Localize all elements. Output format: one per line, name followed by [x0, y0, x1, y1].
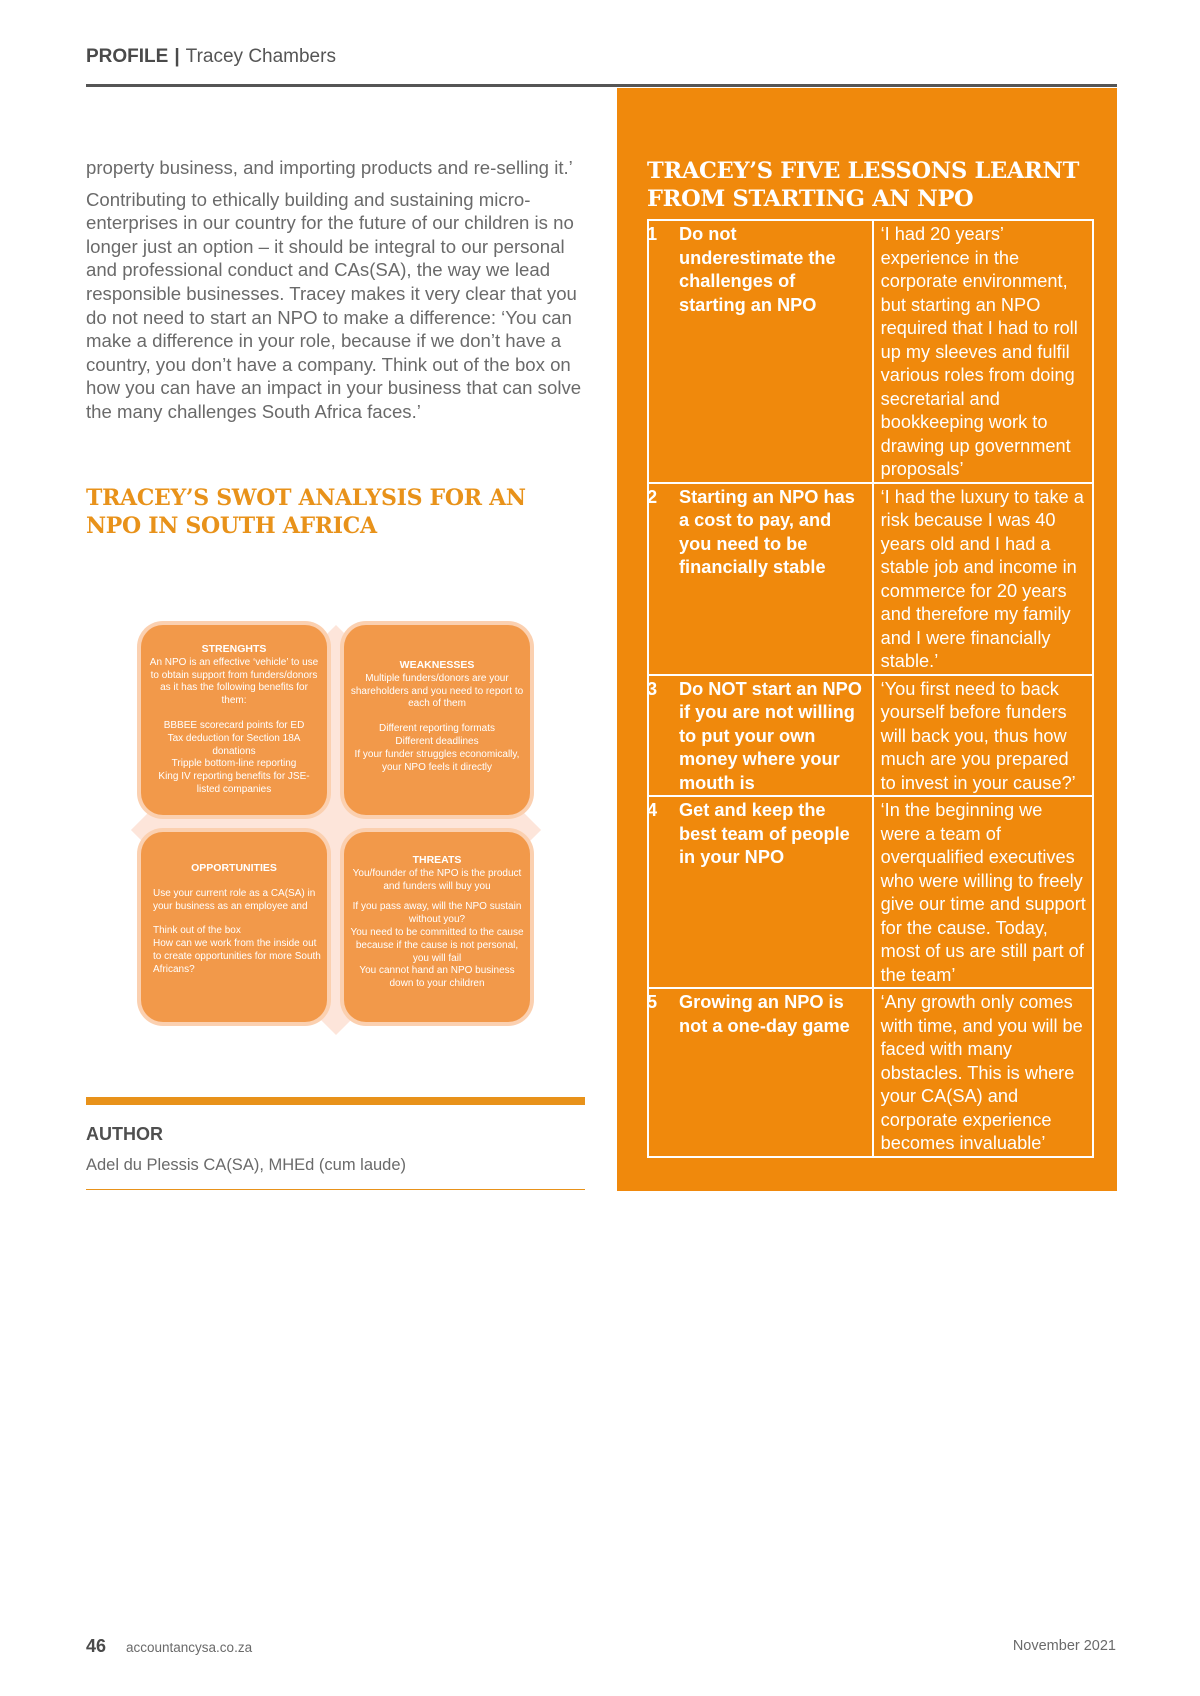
- lesson-row: [648, 988, 1093, 1157]
- swot-strengths-title: STRENGHTS: [201, 643, 267, 655]
- lesson-row: [648, 483, 1093, 675]
- lessons-panel: [617, 88, 1117, 1191]
- lesson-title-cell: [648, 675, 873, 797]
- lesson-title: Starting an NPO has a cost to pay, and you need to be financially stable: [679, 486, 855, 577]
- running-header: [86, 46, 336, 68]
- lesson-title: Do NOT start an NPO if you are not willing to put your own money where your mouth is: [679, 678, 862, 793]
- swot-weaknesses-point: Different deadlines: [395, 735, 479, 747]
- author-name: Adel du Plessis CA(SA), MHEd (cum laude): [86, 1156, 407, 1174]
- swot-threats-point: You need to be committed to the cause because if the cause is not personal, you will fail: [350, 926, 524, 964]
- swot-threats-point: If you pass away, will the NPO sustain without you?: [352, 901, 522, 926]
- swot-opportunities-title: OPPORTUNITIES: [191, 862, 277, 874]
- lessons-heading: TRACEY’S FIVE LESSONS LEARNT FROM STARTING AN NPO: [647, 158, 1080, 212]
- swot-strengths-intro: An NPO is an effective ‘vehicle’ to use to obtain support from funders/donors as it has the following benefits for them:: [149, 656, 319, 707]
- lesson-title: Do not underestimate the challenges of starting an NPO: [679, 224, 836, 315]
- lesson-title: Get and keep the best team of people in your NPO: [679, 800, 850, 867]
- article-body: [86, 156, 586, 539]
- lesson-title-cell: [648, 988, 873, 1157]
- lesson-number: 1: [647, 224, 658, 244]
- swot-strengths-box: [141, 625, 327, 815]
- footer-date: November 2021: [1012, 1638, 1116, 1654]
- swot-threats-title: THREATS: [412, 854, 462, 866]
- lesson-quote: ‘I had the luxury to take a risk because I was 40 years old and I had a stable job and income in commerce for 20 years and therefore my family and I were financially stable.’: [873, 483, 1093, 675]
- header-separator: |: [174, 46, 180, 67]
- lesson-title: Growing an NPO is not a one-day game: [679, 992, 850, 1036]
- lesson-number: 3: [647, 678, 658, 699]
- lesson-number: 2: [647, 486, 658, 507]
- author-bottom-rule: [86, 1189, 585, 1190]
- author-top-rule: [86, 1097, 585, 1105]
- header-rule: [86, 84, 1117, 87]
- swot-strengths-point: Tripple bottom-line reporting: [171, 758, 297, 770]
- swot-weaknesses-box: [344, 625, 530, 815]
- section-label: PROFILE: [86, 46, 169, 67]
- swot-opportunities-point: How can we work from the inside out to create opportunities for more South Africans?: [153, 938, 321, 975]
- lesson-title-cell: [648, 796, 873, 988]
- lesson-number: 5: [647, 992, 658, 1012]
- swot-heading: TRACEY’S SWOT ANALYSIS FOR AN NPO IN SOUTH AFRICA: [86, 485, 526, 539]
- lesson-quote: ‘Any growth only comes with time, and you will be faced with many obstacles. This is where your CA(SA) and corporate experience becomes invaluable’: [873, 988, 1093, 1157]
- lesson-row: [648, 675, 1093, 797]
- swot-threats-box: [344, 832, 530, 1022]
- swot-threats-point: You cannot hand an NPO business down to your children: [359, 965, 515, 990]
- lesson-title-cell: [648, 483, 873, 675]
- article-subject: Tracey Chambers: [185, 46, 336, 67]
- swot-weaknesses-point: If your funder struggles economically, your NPO feels it directly: [354, 748, 520, 773]
- body-paragraph: property business, and importing products and re-selling it.’: [86, 157, 573, 178]
- lesson-title-cell: [648, 220, 873, 483]
- swot-strengths-point: King IV reporting benefits for JSE-listed companies: [158, 771, 310, 795]
- swot-opportunities-point: Think out of the box: [153, 925, 241, 937]
- lesson-quote: ‘You first need to back yourself before funders will back you, thus how much are you prepared to invest in your cause?’: [873, 675, 1093, 797]
- page-number: 46: [86, 1636, 107, 1656]
- swot-weaknesses-intro: Multiple funders/donors are your shareholders and you need to report to each of them: [350, 672, 524, 710]
- footer-website: accountancysa.co.za: [126, 1640, 253, 1655]
- lesson-row: [648, 220, 1093, 483]
- swot-strengths-point: Tax deduction for Section 18A donations: [167, 732, 301, 757]
- lessons-table: [647, 219, 1094, 1158]
- lesson-number: 4: [647, 800, 658, 820]
- swot-weaknesses-point: Different reporting formats: [379, 723, 495, 735]
- lesson-quote: ‘I had 20 years’ experience in the corporate environment, but starting an NPO required that I had to roll up my sleeves and fulfil various roles from doing secretarial and bookkeeping work to drawing up government proposals’: [873, 220, 1093, 483]
- author-label: AUTHOR: [86, 1124, 163, 1144]
- swot-strengths-point: BBBEE scorecard points for ED: [163, 719, 305, 731]
- swot-diagram: [86, 580, 586, 1080]
- lesson-quote: ‘In the beginning we were a team of overqualified executives who were willing to freely give our time and support for the cause. Today, most of us are still part of the team’: [873, 796, 1093, 988]
- swot-threats-intro: You/founder of the NPO is the product and funders will buy you: [352, 867, 522, 892]
- body-paragraph: Contributing to ethically building and sustaining micro-enterprises in our country for the future of our children is no longer just an option – it should be integral to our personal and professional conduct and CAs(SA), the way we lead responsible businesses. Tracey makes it very clear that you do not need to start an NPO to make a difference: ‘You can make a difference in your role, because if we don’t have a country, you don’t have a company. Think out of the box on how you can have an impact in your business that can solve the many challenges South Africa faces.’: [86, 188, 582, 422]
- swot-opportunities-intro: Use your current role as a CA(SA) in your business as an employee and: [153, 887, 316, 912]
- swot-opportunities-box: [141, 832, 327, 1022]
- swot-weaknesses-title: WEAKNESSES: [399, 659, 475, 671]
- lesson-row: [648, 796, 1093, 988]
